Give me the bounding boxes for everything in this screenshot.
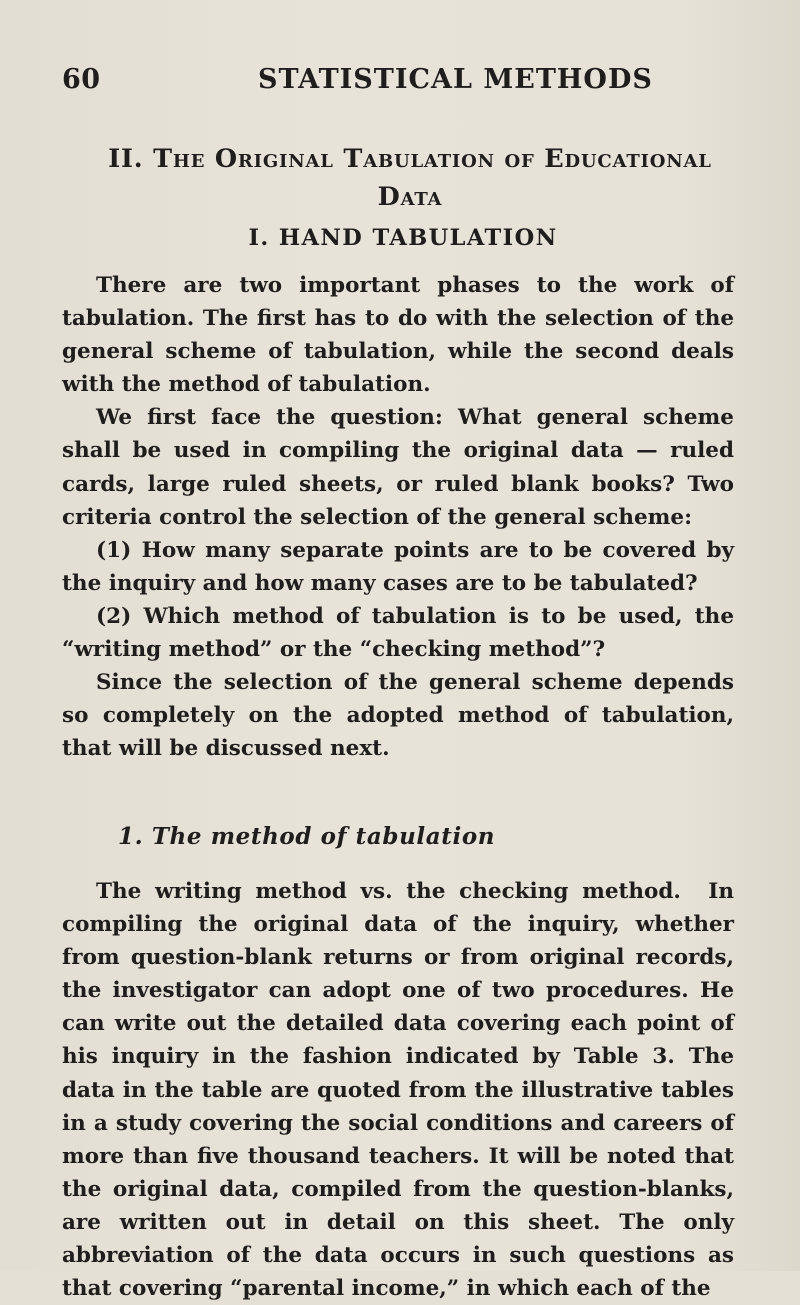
- subsection-heading: 1. The method of tabulation: [118, 823, 496, 850]
- paragraph: There are two important phases to the work of tabulation. The first has to do with the selection of the general scheme of tabulation, while the second deals with the method of tabulation.: [62, 273, 734, 398]
- paragraph: (1) How many separate points are to be covered by the inquiry and how many cases are to be tabulated?: [62, 537, 734, 596]
- paragraph: (2) Which method of tabulation is to be used, the “writing method” or the “checking method”?: [62, 603, 734, 663]
- paragraph: [62, 875, 734, 1305]
- paragraph: We first face the question: What general scheme shall be used in compiling the original data — ruled cards, large ruled sheets, or ruled blank books? Two criteria control the selection of the general scheme:: [62, 405, 734, 530]
- body-text-section-two: [62, 875, 734, 1305]
- page-number: 60: [62, 64, 101, 95]
- body-text-section-one: [62, 269, 734, 765]
- paragraph: Since the selection of the general scheme depends so completely on the adopted method of tabulation, that will be discussed next.: [62, 670, 734, 762]
- running-head: [62, 64, 752, 100]
- run-in-heading: The writing method vs. the checking method.: [96, 879, 681, 904]
- chapter-title: II. The Original Tabulation of Educational Data: [108, 144, 712, 212]
- book-title: STATISTICAL METHODS: [258, 64, 653, 95]
- section-heading: I. HAND TABULATION: [248, 225, 558, 251]
- paragraph-text: In compiling the original data of the inquiry, whether from question-blank returns or from original records, the investigator can adopt one of two procedures. He can write out the detailed data covering each point of his inquiry in the fashion indicated by Table 3. The data in the table are quoted from the illustrative tables in a study covering the social conditions and careers of more than five thousand teachers. It will be noted that the original data, compiled from the question-blanks, are written out in detail on this sheet. The only abbreviation of the data occurs in such questions as that covering “parental income,” in which each of the: [62, 879, 734, 1302]
